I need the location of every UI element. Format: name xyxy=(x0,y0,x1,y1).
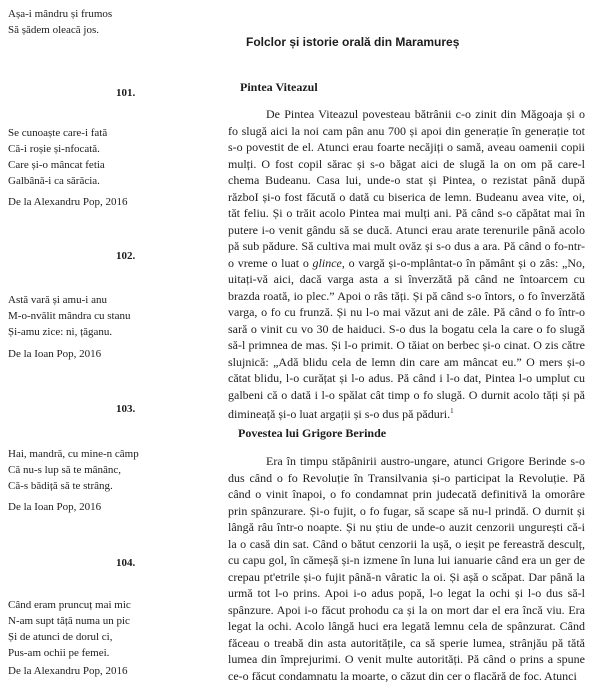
paragraph-text: , o vargă și-o-mplântat-o în pământ și o zâs: „No, uitați-vă aici, dacă varga asta a si înverzătă pă când ne întoarcem cu brazda roată, io plec.” Apoi o râs tăți. Și pă când s-o întors, o fo înverzătă varga, o fo cu frunză. Și nu l-o mai văzut ani de zâle. Pă când o fo într-o sară o vinit cu vo 30 de haiduci. S-o dus la bogatu cela la care o fo slugă să-l primnea de mas. Și l-o primit. O tăiat on berbec și-o cinat. O zis către slujnică: „Adă blidu cela de lemn din care am mâncat eu.” O mers și-o cătat blidu, l-o curățat și l-o adus. Pă când i l-o dat, Pintea l-o umplut cu galbeni că o dată i l-o spălat cât timp o fo slugă. O durnit acolo tăți și pă dimineață și-o luat argații și s-o dus pă păduri. xyxy=(228,255,586,421)
paragraph xyxy=(228,106,585,423)
verse-line: N-am supt tăță numa un pic xyxy=(8,615,130,627)
verse-line: Pus-am ochii pe femei. xyxy=(8,647,110,659)
verse-line: Galbână-i ca sărăcia. xyxy=(8,175,100,187)
verse-block xyxy=(8,125,107,189)
verse-block xyxy=(8,292,131,340)
verse-number: 102. xyxy=(116,250,136,262)
verse-line: Așa-i mândru și frumos xyxy=(8,8,113,20)
verse-block xyxy=(8,597,131,661)
verse-line: Și-amu zice: ni, țăganu. xyxy=(8,326,113,338)
verse-line: Că nu-s lup să te mânânc, xyxy=(8,464,122,476)
verse-block xyxy=(8,446,139,494)
paragraph-text: De Pintea Viteazul povesteau bătrânii c-o zinit din Măgoaja și o fo slugă aici la noi cam pân anu 700 și apoi din generație în generație tot s-o povestit de el. Atunci erau foarte necăjiți o samă, aveau oamenii copii mulți. O fost copil sărac și s-o băgat aici de slugă la on om pă care-l chema Budeanu. Casa lui, unde-o stat și Pintea, o rezistat până după războI și-o fost făcută o dată cu biserica de lemn. Budeanu avea vite, oi, tăt feliu. Și o trăit acolo Pintea mai mulți ani. Pă când s-o căpătat mai în putere i-o venit gându să se ducă. Atunci erau arate terenurile până acolo pă sub pădure. Să cultiva mai mult ovăz și s-o dus a ara. Pă când o fo-ntr-o vreme o luat o xyxy=(228,107,585,270)
verse-line: M-o-nvălit mândra cu stanu xyxy=(8,310,131,322)
verse-line: Și de atunci de dorul ci, xyxy=(8,631,113,643)
section-title: Povestea lui Grigore Berinde xyxy=(238,426,387,440)
verse-line: Se cunoaște care-i fată xyxy=(8,127,108,139)
verse-source: De la Alexandru Pop, 2016 xyxy=(8,196,128,208)
footnote-marker: 1 xyxy=(450,407,454,415)
verse-source: De la Ioan Pop, 2016 xyxy=(8,501,102,513)
section-title: Pintea Viteazul xyxy=(240,80,318,94)
verse-number: 101. xyxy=(116,87,136,99)
verse-line: Când eram pruncuț mai mic xyxy=(8,599,131,611)
page-header: Folclor și istorie orală din Maramureș xyxy=(246,35,460,49)
verse-line: Hai, mandră, cu mine-n câmp xyxy=(8,448,139,460)
verse-source: De la Alexandru Pop, 2016 xyxy=(8,665,128,677)
emphasis-word: glince xyxy=(312,255,342,270)
verse-line: Că-s bădiță să te strâng. xyxy=(8,480,113,492)
top-verse xyxy=(8,6,112,38)
paragraph-text: Era în timpu stăpânirii austro-ungare, atunci Grigore Berinde s-o dus când o fo Revoluție în Transilvania și-o participat la Revoluție. Pă când o vinit înapoi, o fo condamnat prin judecată definitivă la omorâre prin spânzurare. Și-o fujit, o fo fugar, să scape să nu-l prindă. O durnit și lângă râu într-o noapte. Și nu știu de unde-o auzit cenzorii ungurești că-i la o casă din sat. Când o bătut cenzorii la ușă, o ieșit pe fereastră desculț, cu capu gol, în cămeșă și-n izmene în luna lui ianuarie când era un ger de crepau pt'etrile și-o fujit până-n vâratic la oi. Și așă o scăpat. Dar până la urmă tot l-o prins. Apoi i-o adus popă, l-o legat la ochi și l-o dus să-l spânzure. Apoi i-o făcut prohodu ca și la on mort dar el era încă viu. Era legat la ochi. Acolo lângă huci era legată lemnu cela de spânzurat. Când făceau o treabă din asta autoritățile, ca să sperie lumea, strânjău pă tătă lumea din împrejurimi. O venit multe autorități. Pă când o prins a spune ce-o făcut condamnatu la moarte, o căzut din cer o flacără de foc. Atunci xyxy=(228,454,585,683)
verse-line: Care și-o mâncat fetia xyxy=(8,159,105,171)
verse-line: Să șădem oleacă jos. xyxy=(8,24,100,36)
paragraph xyxy=(228,453,585,684)
verse-number: 103. xyxy=(116,403,136,415)
verse-source: De la Ioan Pop, 2016 xyxy=(8,348,102,360)
verse-number: 104. xyxy=(116,557,136,569)
verse-line: Astă vară și amu-i anu xyxy=(8,294,107,306)
verse-line: Că-i roșie și-nfocată. xyxy=(8,143,100,155)
